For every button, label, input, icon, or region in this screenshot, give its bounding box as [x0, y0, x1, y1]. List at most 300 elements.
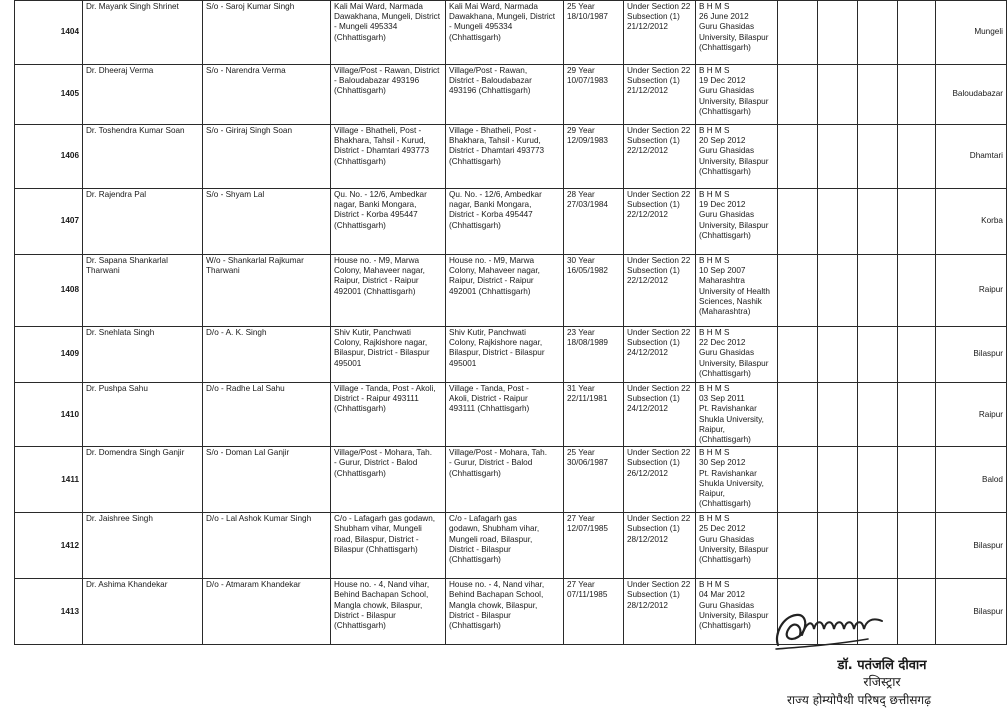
- permanent-address-cell: [446, 255, 564, 327]
- registration-section-line: Under Section 22: [627, 190, 691, 199]
- address-line: Colony, Rajkishore nagar,: [334, 338, 428, 348]
- doctor-name-cell: [83, 327, 203, 383]
- degree-line: University, Bilaspur: [699, 96, 769, 106]
- blank-cell: [858, 189, 898, 255]
- permanent-address-line: (Chhattisgarh): [449, 555, 501, 565]
- age-dob-line: 25 Year: [567, 2, 595, 11]
- degree-line: (Chhattisgarh): [699, 230, 751, 240]
- permanent-address-line: 495001: [449, 358, 477, 368]
- permanent-address-line: 492001 (Chhattisgarh): [449, 286, 531, 296]
- address-line: (Chhattisgarh): [334, 468, 386, 478]
- permanent-address-line: godawn, Shubham vihar,: [449, 524, 540, 534]
- address-line: Village - Tanda, Post - Akoli,: [334, 384, 436, 393]
- permanent-address-line: Colony, Rajkishore nagar,: [449, 338, 543, 348]
- registration-section-line: Subsection (1): [627, 590, 680, 600]
- degree-line: B H M S: [699, 514, 730, 524]
- degree-line: Guru Ghasidas: [699, 146, 755, 156]
- blank-cell: [858, 125, 898, 189]
- doctor-name-line: Tharwani: [86, 266, 120, 276]
- registration-section-line: Subsection (1): [627, 394, 680, 404]
- registration-section-line: 22/12/2012: [627, 210, 668, 220]
- registration-section-line: 28/12/2012: [627, 600, 668, 610]
- degree-cell: [696, 255, 778, 327]
- address-cell: [331, 447, 446, 513]
- age-dob-line: 10/07/1983: [567, 76, 608, 86]
- degree-cell: [696, 513, 778, 579]
- blank-cell: [778, 65, 818, 125]
- permanent-address-line: (Chhattisgarh): [449, 32, 501, 42]
- registration-section-line: Under Section 22: [627, 514, 691, 524]
- blank-cell: [858, 513, 898, 579]
- doctor-name-line: Dr. Ashima Khandekar: [86, 580, 168, 590]
- registration-section-line: Under Section 22: [627, 66, 691, 75]
- permanent-address-line: Behind Bachapan School,: [449, 590, 544, 600]
- district-cell: Raipur: [936, 383, 1007, 447]
- degree-line: B H M S: [699, 66, 730, 75]
- blank-cell: [858, 65, 898, 125]
- relation-cell: [203, 1, 331, 65]
- degree-line: 20 Sep 2012: [699, 136, 746, 146]
- blank-cell: [858, 255, 898, 327]
- age-dob-line: 28 Year: [567, 190, 595, 199]
- address-line: nagar, Banki Mongara,: [334, 200, 417, 210]
- address-line: Qu. No. - 12/6, Ambedkar: [334, 190, 427, 199]
- age-dob-line: 23 Year: [567, 328, 595, 337]
- permanent-address-cell: [446, 65, 564, 125]
- registration-section-line: Subsection (1): [627, 524, 680, 534]
- blank-cell: [818, 513, 858, 579]
- address-cell: [331, 383, 446, 447]
- address-cell: [331, 327, 446, 383]
- address-line: (Chhattisgarh): [334, 86, 386, 96]
- address-line: Mangla chowk, Bilaspur,: [334, 600, 423, 610]
- degree-line: Guru Ghasidas: [699, 534, 755, 544]
- permanent-address-line: Village/Post - Mohara, Tah.: [449, 448, 548, 458]
- address-line: - Gurur, District - Balod: [334, 458, 418, 468]
- address-line: Behind Bachapan School,: [334, 590, 429, 600]
- degree-cell: [696, 65, 778, 125]
- degree-line: University, Bilaspur: [699, 220, 769, 230]
- address-line: Kali Mai Ward, Narmada: [334, 2, 423, 11]
- registration-section-line: Under Section 22: [627, 448, 691, 458]
- degree-cell: [696, 189, 778, 255]
- doctor-name-cell: [83, 1, 203, 65]
- degree-line: B H M S: [699, 580, 730, 590]
- blank-cell: [818, 1, 858, 65]
- address-line: Shubham vihar, Mungeli: [334, 524, 422, 534]
- doctor-name-cell: [83, 65, 203, 125]
- relation-cell: [203, 447, 331, 513]
- address-line: 495001: [334, 358, 362, 368]
- address-line: Bilaspur, District - Bilaspur: [334, 348, 430, 358]
- registration-section-line: Subsection (1): [627, 12, 680, 22]
- relation-line: S/o - Narendra Verma: [206, 66, 286, 75]
- blank-cell: [898, 513, 936, 579]
- degree-line: 22 Dec 2012: [699, 338, 746, 348]
- age-dob-cell: [564, 383, 624, 447]
- doctor-name-line: Dr. Sapana Shankarlal: [86, 256, 168, 265]
- doctor-name-cell: [83, 513, 203, 579]
- address-line: Raipur, District - Raipur: [334, 276, 419, 286]
- district-cell: Raipur: [936, 255, 1007, 327]
- address-line: District - Korba 495447: [334, 210, 418, 220]
- table-row: [15, 513, 1007, 579]
- age-dob-line: 27/03/1984: [567, 200, 608, 210]
- district-cell: Dhamtari: [936, 125, 1007, 189]
- permanent-address-line: Qu. No. - 12/6, Ambedkar: [449, 190, 542, 199]
- serial-number-cell: 1408: [15, 255, 83, 327]
- address-line: (Chhattisgarh): [334, 156, 386, 166]
- registration-section-line: 22/12/2012: [627, 146, 668, 156]
- address-line: Colony, Mahaveer nagar,: [334, 266, 425, 276]
- age-dob-line: 12/09/1983: [567, 136, 608, 146]
- serial-number-cell: 1411: [15, 447, 83, 513]
- degree-cell: [696, 383, 778, 447]
- relation-line: D/o - Radhe Lal Sahu: [206, 384, 285, 393]
- degree-line: (Chhattisgarh): [699, 555, 751, 565]
- permanent-address-line: Dawakhana, Mungeli, District: [449, 12, 556, 22]
- registration-section-line: 26/12/2012: [627, 468, 668, 478]
- degree-line: Shukla University,: [699, 478, 764, 488]
- serial-number-cell: 1410: [15, 383, 83, 447]
- degree-line: University, Bilaspur: [699, 358, 769, 368]
- permanent-address-cell: [446, 383, 564, 447]
- registration-section-line: Subsection (1): [627, 200, 680, 210]
- degree-line: B H M S: [699, 256, 730, 265]
- age-dob-line: 30/06/1987: [567, 458, 608, 468]
- permanent-address-line: (Chhattisgarh): [449, 621, 501, 631]
- blank-cell: [778, 189, 818, 255]
- blank-cell: [818, 327, 858, 383]
- age-dob-cell: [564, 327, 624, 383]
- degree-line: 25 Dec 2012: [699, 524, 746, 534]
- permanent-address-line: Bhakhara, Tahsil - Kurud,: [449, 136, 541, 146]
- blank-cell: [898, 327, 936, 383]
- registration-section-line: Subsection (1): [627, 136, 680, 146]
- degree-cell: [696, 579, 778, 645]
- registration-table: [14, 0, 1007, 645]
- blank-cell: [778, 125, 818, 189]
- permanent-address-cell: [446, 579, 564, 645]
- registration-section-line: Under Section 22: [627, 328, 691, 337]
- degree-line: Guru Ghasidas: [699, 86, 755, 96]
- table-body: [15, 1, 1007, 645]
- address-cell: [331, 65, 446, 125]
- district-cell: Bilaspur: [936, 579, 1007, 645]
- blank-cell: [818, 189, 858, 255]
- serial-number-cell: 1407: [15, 189, 83, 255]
- relation-line: W/o - Shankarlal Rajkumar: [206, 256, 304, 265]
- degree-line: 30 Sep 2012: [699, 458, 746, 468]
- registration-section-line: Subsection (1): [627, 338, 680, 348]
- permanent-address-line: Colony, Mahaveer nagar,: [449, 266, 540, 276]
- degree-line: B H M S: [699, 448, 730, 458]
- registration-section-line: Subsection (1): [627, 76, 680, 86]
- doctor-name-cell: [83, 579, 203, 645]
- serial-number-cell: 1405: [15, 65, 83, 125]
- degree-line: (Chhattisgarh): [699, 42, 751, 52]
- age-dob-line: 16/05/1982: [567, 266, 608, 276]
- age-dob-line: 22/11/1981: [567, 394, 608, 404]
- blank-cell: [818, 255, 858, 327]
- permanent-address-line: House no. - M9, Marwa: [449, 256, 535, 265]
- degree-line: Pt. Ravishankar: [699, 404, 757, 414]
- degree-line: Guru Ghasidas: [699, 348, 755, 358]
- relation-cell: [203, 125, 331, 189]
- doctor-name-line: Dr. Domendra Singh Ganjir: [86, 448, 185, 458]
- doctor-name-line: Dr. Toshendra Kumar Soan: [86, 126, 185, 135]
- relation-line: D/o - A. K. Singh: [206, 328, 267, 337]
- blank-cell: [778, 513, 818, 579]
- relation-line: S/o - Doman Lal Ganjir: [206, 448, 290, 458]
- degree-line: Pt. Ravishankar: [699, 468, 757, 478]
- degree-line: B H M S: [699, 190, 730, 199]
- registration-section-cell: [624, 513, 696, 579]
- permanent-address-line: Village/Post - Rawan,: [449, 66, 528, 75]
- degree-line: (Chhattisgarh): [699, 621, 751, 631]
- address-line: C/o - Lafagarh gas godawn,: [334, 514, 436, 524]
- registration-section-line: Under Section 22: [627, 384, 691, 393]
- permanent-address-line: 493196 (Chhattisgarh): [449, 86, 531, 96]
- registration-section-line: 22/12/2012: [627, 276, 668, 286]
- degree-line: (Maharashtra): [699, 307, 751, 317]
- age-dob-line: 25 Year: [567, 448, 595, 458]
- degree-line: Shukla University,: [699, 414, 764, 424]
- permanent-address-line: Village - Bhatheli, Post -: [449, 126, 537, 135]
- signatory-name: डॉ. पतंजलि दीवान: [837, 658, 927, 673]
- age-dob-cell: [564, 189, 624, 255]
- blank-cell: [858, 327, 898, 383]
- signatory-title: रजिस्ट्रार: [863, 674, 901, 689]
- address-cell: [331, 255, 446, 327]
- table-row: [15, 255, 1007, 327]
- address-line: (Chhattisgarh): [334, 621, 386, 631]
- permanent-address-line: Shiv Kutir, Panchwati: [449, 328, 526, 337]
- table-row: [15, 447, 1007, 513]
- address-line: (Chhattisgarh): [334, 404, 386, 414]
- address-cell: [331, 513, 446, 579]
- address-line: House no. - 4, Nand vihar,: [334, 580, 430, 590]
- table-row: [15, 1, 1007, 65]
- permanent-address-cell: [446, 1, 564, 65]
- relation-line: S/o - Saroj Kumar Singh: [206, 2, 295, 11]
- degree-cell: [696, 447, 778, 513]
- blank-cell: [898, 255, 936, 327]
- permanent-address-line: Kali Mai Ward, Narmada: [449, 2, 538, 11]
- district-cell: Balod: [936, 447, 1007, 513]
- table-row: [15, 65, 1007, 125]
- age-dob-line: 27 Year: [567, 514, 595, 524]
- permanent-address-line: Raipur, District - Raipur: [449, 276, 534, 286]
- permanent-address-line: House no. - 4, Nand vihar,: [449, 580, 545, 590]
- registration-section-cell: [624, 327, 696, 383]
- degree-line: University, Bilaspur: [699, 156, 769, 166]
- degree-line: (Chhattisgarh): [699, 368, 751, 378]
- degree-line: 19 Dec 2012: [699, 76, 746, 86]
- registration-section-cell: [624, 579, 696, 645]
- registration-section-line: Under Section 22: [627, 580, 691, 590]
- degree-cell: [696, 327, 778, 383]
- permanent-address-line: Mungeli road, Bilaspur,: [449, 534, 533, 544]
- registration-section-cell: [624, 189, 696, 255]
- doctor-name-cell: [83, 125, 203, 189]
- relation-cell: [203, 513, 331, 579]
- age-dob-line: 29 Year: [567, 126, 595, 135]
- age-dob-line: 30 Year: [567, 256, 595, 265]
- age-dob-cell: [564, 1, 624, 65]
- degree-line: (Chhattisgarh): [699, 435, 751, 445]
- age-dob-line: 12/07/1985: [567, 524, 608, 534]
- district-cell: Mungeli: [936, 1, 1007, 65]
- degree-line: 03 Sep 2011: [699, 394, 745, 404]
- relation-cell: [203, 327, 331, 383]
- table-row: [15, 189, 1007, 255]
- permanent-address-line: - Gurur, District - Balod: [449, 458, 533, 468]
- table-row: [15, 383, 1007, 447]
- degree-line: (Chhattisgarh): [699, 106, 751, 116]
- relation-cell: [203, 65, 331, 125]
- degree-line: Guru Ghasidas: [699, 210, 755, 220]
- degree-line: Maharashtra: [699, 276, 745, 286]
- permanent-address-cell: [446, 327, 564, 383]
- relation-cell: [203, 579, 331, 645]
- permanent-address-line: District - Bilaspur: [449, 544, 511, 554]
- permanent-address-line: Akoli, District - Raipur: [449, 394, 528, 404]
- blank-cell: [898, 579, 936, 645]
- degree-cell: [696, 125, 778, 189]
- permanent-address-line: Mangla chowk, Bilaspur,: [449, 600, 538, 610]
- relation-line: S/o - Shyam Lal: [206, 190, 265, 199]
- relation-line: S/o - Giriraj Singh Soan: [206, 126, 293, 135]
- relation-cell: [203, 189, 331, 255]
- address-line: Village - Bhatheli, Post -: [334, 126, 422, 135]
- address-line: (Chhattisgarh): [334, 220, 386, 230]
- degree-line: B H M S: [699, 126, 730, 135]
- blank-cell: [898, 383, 936, 447]
- registration-section-cell: [624, 383, 696, 447]
- age-dob-cell: [564, 125, 624, 189]
- address-line: - Mungeli 495334: [334, 22, 398, 32]
- degree-line: University, Bilaspur: [699, 610, 769, 620]
- district-cell: Bilaspur: [936, 513, 1007, 579]
- permanent-address-line: District - Baloudabazar: [449, 76, 532, 86]
- doctor-name-line: Dr. Pushpa Sahu: [86, 384, 148, 393]
- address-line: Bilaspur (Chhattisgarh): [334, 544, 418, 554]
- age-dob-line: 31 Year: [567, 384, 595, 393]
- age-dob-line: 27 Year: [567, 580, 595, 590]
- blank-cell: [898, 189, 936, 255]
- registration-section-line: Under Section 22: [627, 2, 691, 11]
- registration-section-cell: [624, 125, 696, 189]
- age-dob-line: 07/11/1985: [567, 590, 608, 600]
- permanent-address-line: (Chhattisgarh): [449, 220, 501, 230]
- address-line: District - Bilaspur: [334, 610, 396, 620]
- permanent-address-line: - Mungeli 495334: [449, 22, 513, 32]
- age-dob-line: 29 Year: [567, 66, 595, 75]
- blank-cell: [778, 383, 818, 447]
- degree-line: University of Health: [699, 286, 770, 296]
- blank-cell: [778, 1, 818, 65]
- degree-cell: [696, 1, 778, 65]
- registration-section-line: Subsection (1): [627, 458, 680, 468]
- age-dob-cell: [564, 65, 624, 125]
- relation-cell: [203, 383, 331, 447]
- age-dob-cell: [564, 513, 624, 579]
- degree-line: B H M S: [699, 2, 730, 11]
- registration-section-line: 21/12/2012: [627, 86, 668, 96]
- permanent-address-cell: [446, 189, 564, 255]
- address-line: road, Bilaspur, District -: [334, 534, 419, 544]
- registration-section-line: Under Section 22: [627, 256, 691, 265]
- serial-number-cell: 1404: [15, 1, 83, 65]
- degree-line: Raipur,: [699, 489, 725, 499]
- blank-cell: [858, 447, 898, 513]
- blank-cell: [818, 447, 858, 513]
- blank-cell: [818, 125, 858, 189]
- permanent-address-line: Bilaspur, District - Bilaspur: [449, 348, 545, 358]
- district-cell: Bilaspur: [936, 327, 1007, 383]
- relation-line: Tharwani: [206, 266, 240, 276]
- doctor-name-cell: [83, 189, 203, 255]
- degree-line: (Chhattisgarh): [699, 166, 751, 176]
- serial-number-cell: 1409: [15, 327, 83, 383]
- registration-section-cell: [624, 255, 696, 327]
- permanent-address-line: District - Bilaspur: [449, 610, 511, 620]
- age-dob-line: 18/08/1989: [567, 338, 608, 348]
- registration-section-line: Under Section 22: [627, 126, 691, 135]
- age-dob-line: 18/10/1987: [567, 12, 608, 22]
- doctor-name-line: Dr. Snehlata Singh: [86, 328, 155, 337]
- registration-section-line: 28/12/2012: [627, 534, 668, 544]
- registration-section-cell: [624, 1, 696, 65]
- relation-line: D/o - Atmaram Khandekar: [206, 580, 301, 590]
- permanent-address-line: C/o - Lafagarh gas: [449, 514, 517, 524]
- registration-section-line: 24/12/2012: [627, 348, 668, 358]
- permanent-address-line: 493111 (Chhattisgarh): [449, 404, 530, 414]
- address-line: (Chhattisgarh): [334, 32, 386, 42]
- degree-line: University, Bilaspur: [699, 544, 769, 554]
- permanent-address-cell: [446, 513, 564, 579]
- degree-line: 26 June 2012: [699, 12, 749, 22]
- serial-number-cell: 1406: [15, 125, 83, 189]
- permanent-address-line: District - Dhamtari 493773: [449, 146, 545, 156]
- address-cell: [331, 579, 446, 645]
- address-line: Bhakhara, Tahsil - Kurud,: [334, 136, 426, 146]
- district-cell: Baloudabazar: [936, 65, 1007, 125]
- district-cell: Korba: [936, 189, 1007, 255]
- address-line: Shiv Kutir, Panchwati: [334, 328, 411, 337]
- address-line: District - Dhamtari 493773: [334, 146, 430, 156]
- relation-cell: [203, 255, 331, 327]
- address-line: Village/Post - Rawan, District: [334, 66, 440, 75]
- signatory-organization: राज्य होम्योपैथी परिषद् छत्तीसगढ़: [787, 693, 931, 707]
- address-line: 492001 (Chhattisgarh): [334, 286, 416, 296]
- registration-section-line: 21/12/2012: [627, 22, 668, 32]
- address-cell: [331, 125, 446, 189]
- permanent-address-line: District - Korba 495447: [449, 210, 533, 220]
- degree-line: B H M S: [699, 384, 730, 393]
- blank-cell: [818, 383, 858, 447]
- age-dob-cell: [564, 255, 624, 327]
- signature-image: [772, 605, 890, 655]
- blank-cell: [818, 65, 858, 125]
- address-cell: [331, 1, 446, 65]
- doctor-name-line: Dr. Jaishree Singh: [86, 514, 153, 524]
- blank-cell: [898, 447, 936, 513]
- doctor-name-line: Dr. Mayank Singh Shrinet: [86, 2, 179, 11]
- blank-cell: [898, 1, 936, 65]
- age-dob-cell: [564, 579, 624, 645]
